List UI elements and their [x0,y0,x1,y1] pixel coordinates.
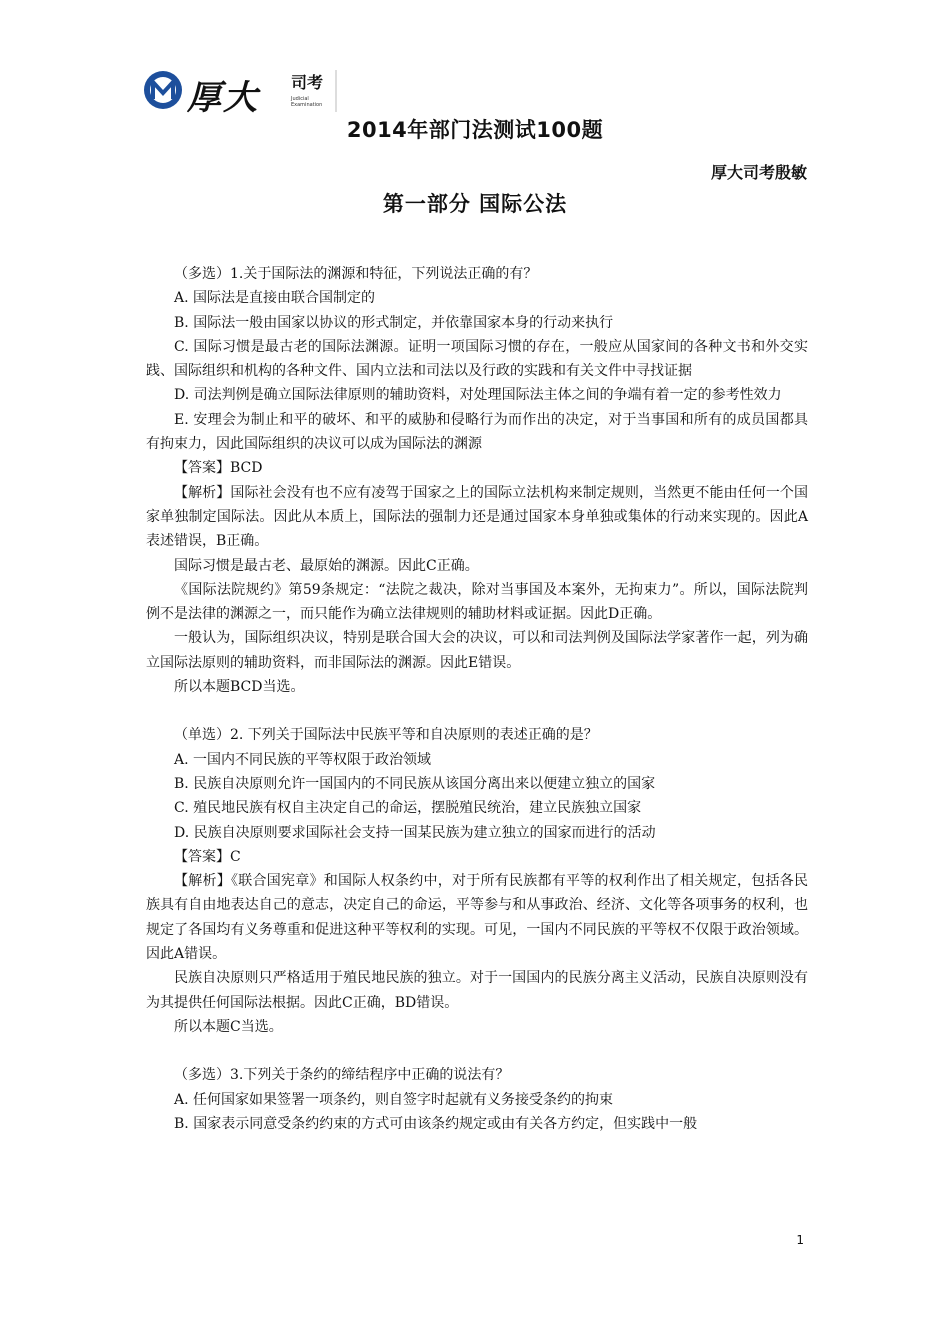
q1-option-b: B. 国际法一般由国家以协议的形式制定，并依靠国家本身的行动来执行 [174,314,614,331]
q3-stem: （多选）3.下列关于条约的缔结程序中正确的说法有？ [174,1067,510,1084]
q1-explanation: 国际习惯是最古老、最原始的渊源。因此C正确。 [174,557,479,574]
q1-conclusion: 所以本题BCD当选。 [174,679,305,696]
logo-tagline: Judicial Examination [291,96,323,108]
q2-stem: （单选）2. 下列关于国际法中民族平等和自决原则的表述正确的是？ [174,727,598,744]
q2-explanation: 民族自决原则只严格适用于殖民地民族的独立。对于一国国内的民族分离主义活动，民族自决原则没有为其提供任何国际法根据。因此C正确，BD错误。 [146,970,808,1011]
spacer [146,1039,808,1063]
q2-option-c: C. 殖民地民族有权自主决定自己的命运，摆脱殖民统治，建立民族独立国家 [174,800,642,817]
q2-option-a: A. 一国内不同民族的平等权限于政治领域 [174,751,432,768]
q2-answer: 【答案】C [174,848,241,865]
questions-body [146,262,808,1136]
spacer [146,699,808,723]
q3-option-a: A. 任何国家如果签署一项条约，则自签字时起就有义务接受条约的拘束 [174,1091,614,1108]
q1-option-a: A. 国际法是直接由联合国制定的 [174,290,376,307]
q1-stem: （多选）1.关于国际法的渊源和特征，下列说法正确的有？ [174,266,538,282]
document-title: 2014年部门法测试100题 [346,118,604,142]
q1-option-d: D. 司法判例是确立国际法律原则的辅助资料，对处理国际法主体之间的争端有着一定的参考性效力 [174,387,782,404]
logo-name: 厚大 [187,78,259,118]
q1-explanation: 一般认为，国际组织决议，特别是联合国大会的决议，可以和司法判例及国际法学家著作一起，列为确立国际法原则的辅助资料，而非国际法的渊源。因此E错误。 [146,630,808,671]
q3-option-b: B. 国家表示同意受条约约束的方式可由该条约规定或由有关各方约定，但实践中一般 [174,1115,698,1132]
logo [141,66,339,118]
author: 厚大司考殷敏 [710,163,807,182]
q1-option-c: C. 国际习惯是最古老的国际法渊源。证明一项国际习惯的存在，一般应从国家间的各种文书和外交实践、国际组织和机构的各种文件、国内立法和司法以及行政的实践和有关文件中寻找证据 [146,338,808,380]
q1-answer: 【答案】BCD [174,460,263,477]
q1-option-e: E. 安理会为制止和平的破坏、和平的威胁和侵略行为而作出的决定，对于当事国和所有的成员国都具有拘束力，因此国际组织的决议可以成为国际法的渊源 [146,411,808,453]
q2-option-d: D. 民族自决原则要求国际社会支持一国某民族为建立独立的国家而进行的活动 [174,824,656,841]
q2-explanation: 【解析】《联合国宪章》和国际人权条约中，对于所有民族都有平等的权利作出了相关规定，包括各民族具有自由地表达自己的意志，决定自己的命运，平等参与和从事政治、经济、文化等各项事务的权利，也规定了各国均有义务尊重和促进这种平等权利的实现。可见，一国内不同民族的平等权不仅限于政治领域。因此A错误。 [146,873,808,963]
q1-explanation: 【解析】国际社会没有也不应有凌驾于国家之上的国际立法机构来制定规则，当然更不能由任何一个国家单独制定国际法。因此从本质上，国际法的强制力还是通过国家本身单独或集体的行动来实现的。因此A表述错误，B正确。 [146,484,808,550]
part-heading: 第一部分 国际公法 [382,192,568,216]
q2-option-b: B. 民族自决原则允许一国国内的不同民族从该国分离出来以便建立独立的国家 [174,775,656,792]
page-number: 1 [796,1233,804,1247]
q1-explanation: 《国际法院规约》第59条规定：“法院之裁决，除对当事国及本案外，无拘束力”。所以，国际法院判例不是法律的渊源之一，而只能作为确立法律规则的辅助材料或证据。因此D正确。 [146,581,808,623]
q2-conclusion: 所以本题C当选。 [174,1018,283,1035]
logo-sub: 司考 [291,73,324,92]
